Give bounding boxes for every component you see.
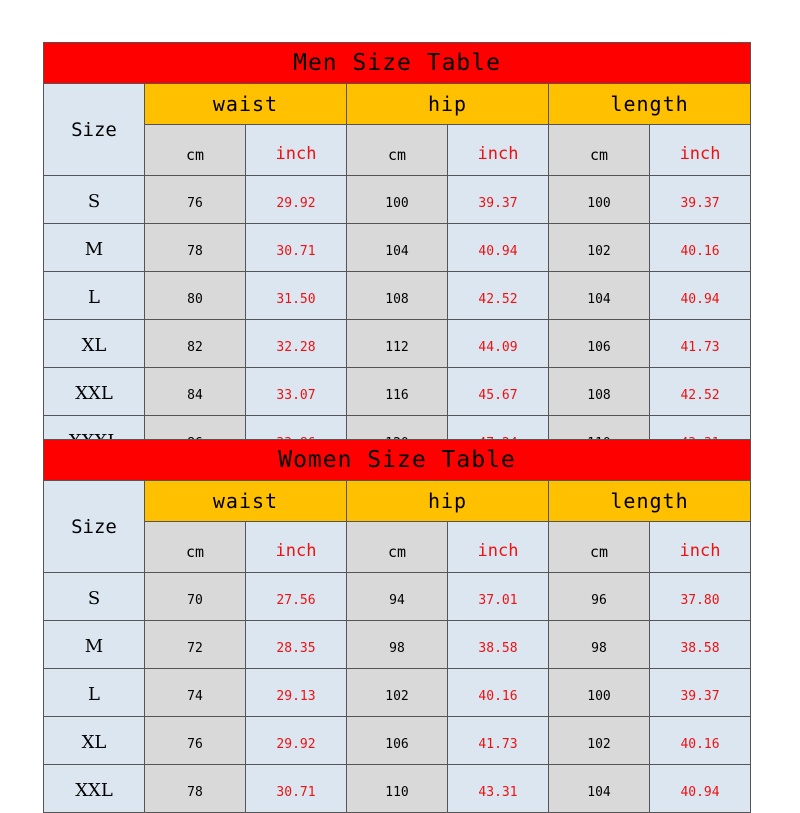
table-row [44,368,751,416]
cell-hip-cm: 102 [347,669,448,717]
cell-length-cm: 102 [549,224,650,272]
cell-hip-cm: 112 [347,320,448,368]
table-row [44,573,751,621]
unit-header-length-inch: inch [650,125,751,176]
group-header-hip: hip [347,481,549,522]
cell-hip-inch: 45.67 [448,368,549,416]
cell-length-inch: 39.37 [650,176,751,224]
size-label: XXL [44,765,145,813]
cell-length-inch: 37.80 [650,573,751,621]
cell-hip-cm: 104 [347,224,448,272]
cell-hip-inch: 44.09 [448,320,549,368]
cell-hip-inch: 37.01 [448,573,549,621]
group-header-row [44,84,751,125]
cell-length-inch: 41.73 [650,320,751,368]
cell-waist-inch: 29.92 [246,717,347,765]
unit-header-hip-cm: cm [347,125,448,176]
size-label: S [44,573,145,621]
cell-waist-inch: 32.28 [246,320,347,368]
cell-length-inch: 42.52 [650,368,751,416]
unit-header-length-inch: inch [650,522,751,573]
cell-waist-cm: 76 [145,717,246,765]
size-column-header: Size [44,84,145,176]
cell-waist-cm: 78 [145,224,246,272]
cell-waist-cm: 74 [145,669,246,717]
cell-waist-cm: 78 [145,765,246,813]
cell-waist-inch: 28.35 [246,621,347,669]
cell-hip-inch: 41.73 [448,717,549,765]
cell-length-inch: 40.94 [650,765,751,813]
table-row [44,717,751,765]
size-label: XL [44,717,145,765]
cell-length-inch: 40.94 [650,272,751,320]
unit-header-waist-inch: inch [246,522,347,573]
unit-header-waist-cm: cm [145,125,246,176]
cell-length-cm: 104 [549,272,650,320]
group-header-row [44,481,751,522]
cell-waist-cm: 72 [145,621,246,669]
table-row [44,621,751,669]
cell-length-cm: 102 [549,717,650,765]
cell-waist-cm: 80 [145,272,246,320]
cell-hip-cm: 106 [347,717,448,765]
unit-header-waist-cm: cm [145,522,246,573]
unit-header-hip-inch: inch [448,125,549,176]
table-row [44,669,751,717]
cell-waist-inch: 31.50 [246,272,347,320]
size-label: XL [44,320,145,368]
table-row [44,176,751,224]
cell-length-cm: 108 [549,368,650,416]
cell-hip-cm: 98 [347,621,448,669]
cell-hip-inch: 40.16 [448,669,549,717]
unit-header-row [44,125,751,176]
table-row [44,272,751,320]
cell-length-inch: 38.58 [650,621,751,669]
cell-waist-cm: 84 [145,368,246,416]
cell-waist-inch: 30.71 [246,224,347,272]
cell-hip-cm: 94 [347,573,448,621]
cell-hip-cm: 110 [347,765,448,813]
cell-hip-cm: 108 [347,272,448,320]
group-header-hip: hip [347,84,549,125]
cell-waist-cm: 76 [145,176,246,224]
cell-hip-cm: 100 [347,176,448,224]
size-label: M [44,621,145,669]
cell-length-inch: 40.16 [650,224,751,272]
cell-hip-inch: 38.58 [448,621,549,669]
table-row [44,320,751,368]
size-label: L [44,272,145,320]
table-row [44,224,751,272]
unit-header-hip-inch: inch [448,522,549,573]
cell-waist-inch: 29.92 [246,176,347,224]
size-label: XXL [44,368,145,416]
cell-length-cm: 106 [549,320,650,368]
group-header-waist: waist [145,481,347,522]
size-label: S [44,176,145,224]
cell-hip-inch: 42.52 [448,272,549,320]
unit-header-hip-cm: cm [347,522,448,573]
title-row [44,43,751,84]
unit-header-waist-inch: inch [246,125,347,176]
cell-hip-inch: 40.94 [448,224,549,272]
cell-waist-inch: 27.56 [246,573,347,621]
cell-hip-inch: 43.31 [448,765,549,813]
men-table-body [44,43,751,464]
cell-length-inch: 39.37 [650,669,751,717]
cell-waist-inch: 33.07 [246,368,347,416]
size-column-header: Size [44,481,145,573]
cell-hip-inch: 39.37 [448,176,549,224]
women-size-table [43,439,751,813]
unit-header-length-cm: cm [549,522,650,573]
cell-length-cm: 100 [549,669,650,717]
unit-header-length-cm: cm [549,125,650,176]
size-label: M [44,224,145,272]
cell-length-cm: 98 [549,621,650,669]
group-header-waist: waist [145,84,347,125]
table-title: Women Size Table [44,440,751,481]
cell-length-cm: 100 [549,176,650,224]
cell-waist-inch: 29.13 [246,669,347,717]
men-size-table [43,42,751,464]
cell-length-cm: 96 [549,573,650,621]
cell-waist-cm: 70 [145,573,246,621]
women-table-body [44,440,751,813]
table-title: Men Size Table [44,43,751,84]
title-row [44,440,751,481]
unit-header-row [44,522,751,573]
cell-length-cm: 104 [549,765,650,813]
group-header-length: length [549,84,751,125]
cell-waist-cm: 82 [145,320,246,368]
table-row [44,765,751,813]
cell-hip-cm: 116 [347,368,448,416]
size-label: L [44,669,145,717]
group-header-length: length [549,481,751,522]
cell-length-inch: 40.16 [650,717,751,765]
cell-waist-inch: 30.71 [246,765,347,813]
